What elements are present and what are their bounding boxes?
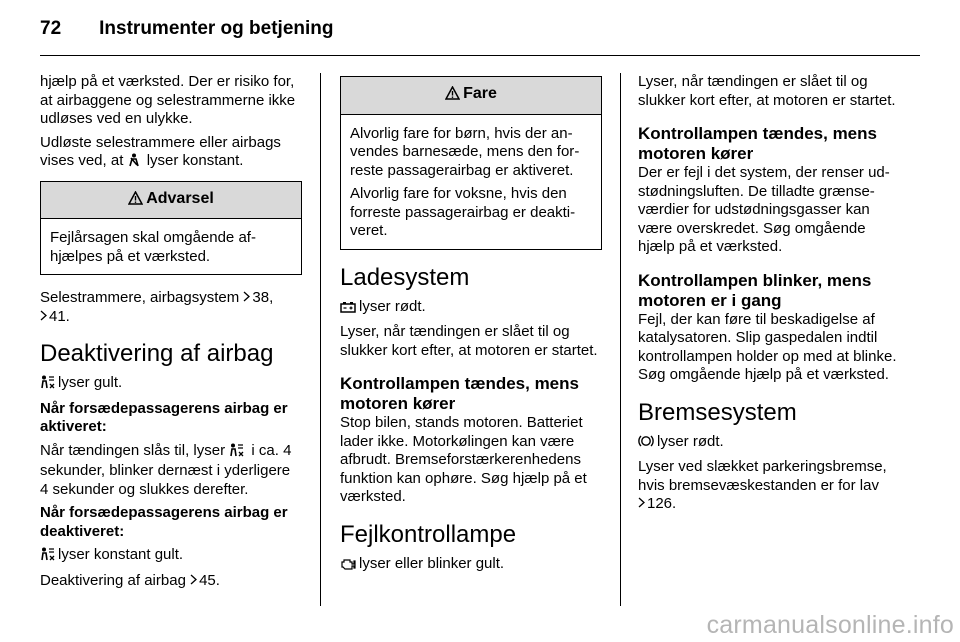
cross-reference-icon: [40, 308, 47, 327]
column-divider-1: [320, 73, 321, 606]
paragraph: Der er fejl i det system, der renser udstødningsluften. De tilladte grænseværdier for udstødningsgasser kan være overskredet. Søg omgående hjælp på et værksted.: [638, 164, 890, 255]
page-number: 72: [40, 18, 62, 39]
paragraph: lyser rødt.: [340, 298, 602, 319]
cross-reference-icon: [243, 289, 250, 308]
column-1: [40, 73, 302, 595]
battery-icon: [340, 300, 356, 319]
paragraph: Lyser, når tændingen er slået til og slukker kort efter, at motoren er startet.: [340, 323, 598, 359]
paragraph: lyser gult.: [40, 374, 302, 395]
header-divider: [40, 55, 920, 56]
watermark: carmanualsonline.info: [706, 611, 954, 639]
page-title: Instrumenter og betjening: [99, 18, 334, 39]
paragraph: Stop bilen, stands motoren. Batteriet lader ikke. Motorkølingen kan være afbrudt. Bremseforstærkerenhedens funktion kan ophøre. Søg hjælp på et værksted.: [340, 414, 587, 505]
paragraph: Fejl, der kan føre til beskadigelse af katalysatoren. Slip gaspedalen indtil kontrollampen holder op med at blinke. Søg omgående hjælp på et værksted.: [638, 310, 897, 383]
column-divider-2: [620, 73, 621, 606]
subsection-heading: Kontrollampen tændes, mens motoren kører: [340, 374, 579, 413]
engine-check-icon: [340, 557, 356, 576]
column-2: [340, 73, 602, 580]
paragraph: hjælp på et værksted. Der er risiko for, at airbaggene og selestrammerne ikke udløses ved en ulykke.: [40, 73, 296, 127]
section-heading: Deaktivering af airbag: [40, 340, 274, 367]
page-header: [40, 18, 334, 40]
brake-system-icon: [638, 434, 654, 454]
cross-reference-icon: [638, 495, 645, 514]
paragraph: Deaktivering af airbag 45.: [40, 571, 220, 589]
warning-triangle-icon: [445, 86, 460, 106]
column-3: [638, 73, 900, 519]
warning-title: Advarsel: [146, 189, 214, 207]
paragraph: lyser konstant gult.: [40, 546, 302, 567]
paragraph: Lyser, når tændingen er slået til og slukker kort efter, at motoren er startet.: [638, 73, 896, 109]
seatbelt-tensioner-icon: [128, 153, 140, 173]
airbag-off-icon: [229, 443, 244, 463]
section-heading: Fejlkontrollampe: [340, 520, 517, 548]
airbag-off-icon: [40, 375, 55, 395]
airbag-off-icon: [40, 547, 55, 567]
paragraph: Selestrammere, airbagsystem 38, 41.: [40, 289, 274, 325]
danger-text: Alvorlig fare for børn, hvis der anvendes barnesæde, mens den forreste passagerairbag er aktiveret.: [350, 124, 580, 179]
section-heading: Ladesystem: [340, 263, 470, 291]
paragraph: Udløste selestrammere eller airbags vises ved, at lyser konstant.: [40, 134, 302, 173]
warning-triangle-icon: [128, 191, 143, 211]
danger-title: Fare: [463, 85, 497, 102]
warning-box: [40, 181, 302, 276]
paragraph: lyser rødt.: [638, 433, 900, 454]
warning-box-header: [41, 182, 301, 220]
warning-text: Fejlårsagen skal omgående afhjælpes på et værksted.: [50, 229, 256, 265]
paragraph: lyser eller blinker gult.: [340, 555, 602, 576]
paragraph: Når tændingen slås til, lyser i ca. 4 sekunder, blinker dernæst i yderligere 4 sekunder og slukkes derefter.: [40, 441, 292, 498]
danger-box-header: [341, 77, 601, 115]
subheading: Når forsædepassagerens airbag er aktiveret:: [40, 399, 288, 435]
section-heading: Bremsesystem: [638, 398, 797, 426]
paragraph: Lyser ved slækket parkeringsbremse, hvis bremsevæskestanden er for lav 126.: [638, 458, 887, 512]
subsection-heading: Kontrollampen tændes, mens motoren kører: [638, 124, 877, 163]
cross-reference-icon: [190, 572, 197, 591]
subheading: Når forsædepassagerens airbag er deaktiveret:: [40, 504, 288, 540]
danger-box: [340, 76, 602, 250]
danger-text: Alvorlig fare for voksne, hvis den forreste passagerairbag er deaktiveret.: [350, 185, 576, 239]
subsection-heading: Kontrollampen blinker, mens motoren er i gang: [638, 270, 872, 310]
